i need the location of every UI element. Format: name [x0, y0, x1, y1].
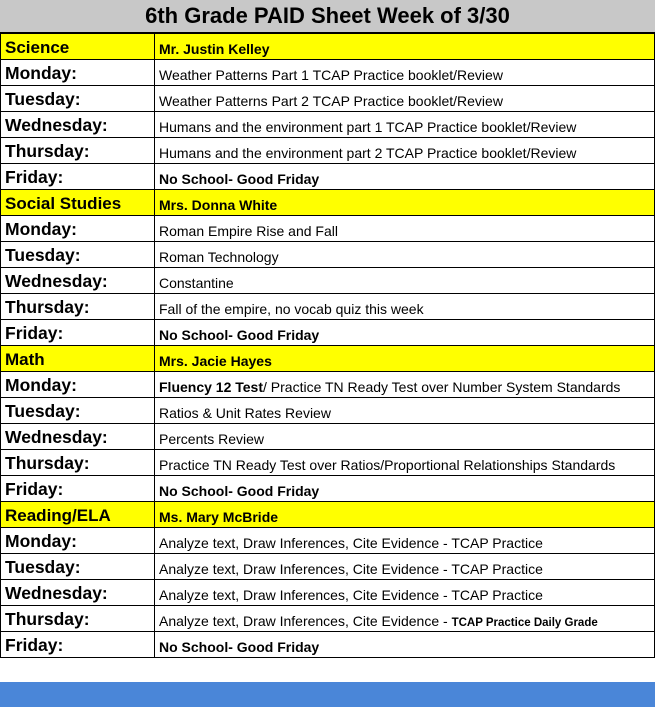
subject-name: Social Studies — [1, 190, 155, 216]
table-row — [1, 86, 655, 112]
table-row — [1, 320, 655, 346]
assignment-cell: Constantine — [155, 268, 655, 294]
assignment-cell: Practice TN Ready Test over Ratios/Proportional Relationships Standards — [155, 450, 655, 476]
assignment-cell: No School- Good Friday — [155, 320, 655, 346]
table-row — [1, 216, 655, 242]
day-label: Tuesday: — [1, 242, 155, 268]
assignment-cell: Analyze text, Draw Inferences, Cite Evidence - TCAP Practice — [155, 554, 655, 580]
day-label: Friday: — [1, 320, 155, 346]
assignment-cell — [155, 372, 655, 398]
assignment-cell — [155, 606, 655, 632]
table-row — [1, 164, 655, 190]
teacher-name: Ms. Mary McBride — [155, 502, 655, 528]
table-row — [1, 268, 655, 294]
assignment-cell: Weather Patterns Part 2 TCAP Practice booklet/Review — [155, 86, 655, 112]
assignment-bold-part: Fluency 12 Test — [159, 379, 264, 395]
subject-row-reading — [1, 502, 655, 528]
subject-name: Science — [1, 34, 155, 60]
sheet-title: 6th Grade PAID Sheet Week of 3/30 — [0, 0, 655, 33]
assignment-cell: Fall of the empire, no vocab quiz this week — [155, 294, 655, 320]
teacher-name: Mr. Justin Kelley — [155, 34, 655, 60]
day-label: Friday: — [1, 476, 155, 502]
day-label: Tuesday: — [1, 554, 155, 580]
assignment-bold-part: TCAP Practice Daily Grade — [451, 617, 598, 629]
day-label: Tuesday: — [1, 398, 155, 424]
day-label: Tuesday: — [1, 86, 155, 112]
teacher-name: Mrs. Jacie Hayes — [155, 346, 655, 372]
day-label: Monday: — [1, 528, 155, 554]
footer-bar — [0, 682, 655, 707]
assignment-cell: No School- Good Friday — [155, 476, 655, 502]
subject-name: Math — [1, 346, 155, 372]
day-label: Friday: — [1, 632, 155, 658]
assignment-cell: Roman Technology — [155, 242, 655, 268]
table-row — [1, 632, 655, 658]
table-row — [1, 138, 655, 164]
table-row — [1, 554, 655, 580]
day-label: Thursday: — [1, 450, 155, 476]
table-row — [1, 294, 655, 320]
day-label: Friday: — [1, 164, 155, 190]
assignment-cell: Weather Patterns Part 1 TCAP Practice booklet/Review — [155, 60, 655, 86]
day-label: Monday: — [1, 372, 155, 398]
day-label: Monday: — [1, 60, 155, 86]
day-label: Wednesday: — [1, 112, 155, 138]
assignment-cell: Humans and the environment part 1 TCAP Practice booklet/Review — [155, 112, 655, 138]
assignment-text-part: / Practice TN Ready Test over Number System Standards — [263, 379, 621, 395]
table-row — [1, 398, 655, 424]
assignment-cell: Analyze text, Draw Inferences, Cite Evidence - TCAP Practice — [155, 580, 655, 606]
table-row — [1, 450, 655, 476]
subject-row-math — [1, 346, 655, 372]
subject-name: Reading/ELA — [1, 502, 155, 528]
table-row — [1, 528, 655, 554]
assignment-cell: No School- Good Friday — [155, 164, 655, 190]
assignment-cell: Ratios & Unit Rates Review — [155, 398, 655, 424]
subject-row-science — [1, 34, 655, 60]
assignment-text-part: Analyze text, Draw Inferences, Cite Evidence - — [159, 613, 452, 629]
day-label: Monday: — [1, 216, 155, 242]
assignment-cell: Humans and the environment part 2 TCAP Practice booklet/Review — [155, 138, 655, 164]
table-row — [1, 606, 655, 632]
day-label: Thursday: — [1, 294, 155, 320]
assignment-cell: Roman Empire Rise and Fall — [155, 216, 655, 242]
day-label: Thursday: — [1, 606, 155, 632]
day-label: Wednesday: — [1, 580, 155, 606]
table-row — [1, 580, 655, 606]
assignment-cell: Percents Review — [155, 424, 655, 450]
assignment-cell: Analyze text, Draw Inferences, Cite Evidence - TCAP Practice — [155, 528, 655, 554]
assignment-cell: No School- Good Friday — [155, 632, 655, 658]
schedule-table — [0, 33, 655, 658]
day-label: Thursday: — [1, 138, 155, 164]
table-row — [1, 112, 655, 138]
table-row — [1, 476, 655, 502]
day-label: Wednesday: — [1, 424, 155, 450]
teacher-name: Mrs. Donna White — [155, 190, 655, 216]
table-row — [1, 372, 655, 398]
table-row — [1, 424, 655, 450]
subject-row-social-studies — [1, 190, 655, 216]
table-row — [1, 60, 655, 86]
table-row — [1, 242, 655, 268]
day-label: Wednesday: — [1, 268, 155, 294]
